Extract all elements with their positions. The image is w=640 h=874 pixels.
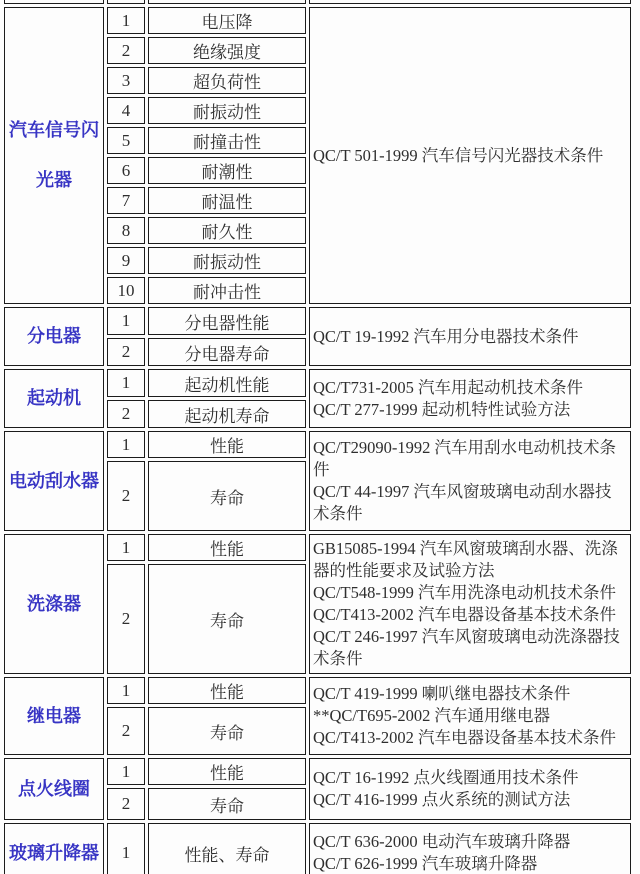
product-cell: 洗涤器 bbox=[4, 534, 104, 674]
row-number-cell: 8 bbox=[107, 217, 145, 244]
product-cell: 继电器 bbox=[4, 677, 104, 755]
standards-table bbox=[1, 0, 634, 874]
test-item-cell: 电压降 bbox=[148, 7, 306, 34]
clipped-cell bbox=[309, 0, 631, 4]
standards-cell bbox=[309, 7, 631, 304]
standard-line: QC/T 277-1999 起动机特性试验方法 bbox=[313, 399, 571, 419]
product-cell: 玻璃升降器 bbox=[4, 823, 104, 874]
row-number-cell: 1 bbox=[107, 534, 145, 561]
row-number-cell: 2 bbox=[107, 400, 145, 428]
standard-line: QC/T 416-1999 点火系统的测试方法 bbox=[313, 790, 571, 809]
product-cell: 起动机 bbox=[4, 369, 104, 428]
standard-line: QC/T 419-1999 喇叭继电器技术条件 bbox=[313, 684, 571, 703]
clipped-top-row bbox=[4, 0, 631, 4]
standard-line: QC/T 636-2000 电动汽车玻璃升降器 bbox=[313, 832, 571, 851]
table-row bbox=[4, 758, 631, 785]
clipped-cell bbox=[148, 0, 306, 4]
row-number-cell: 2 bbox=[107, 707, 145, 755]
standard-line: QC/T 626-1999 汽车玻璃升降器 bbox=[313, 854, 538, 873]
table-row bbox=[4, 307, 631, 335]
test-item-cell: 寿命 bbox=[148, 788, 306, 820]
row-number-cell: 9 bbox=[107, 247, 145, 274]
test-item-cell: 起动机寿命 bbox=[148, 400, 306, 428]
row-number-cell: 6 bbox=[107, 157, 145, 184]
test-item-cell: 绝缘强度 bbox=[148, 37, 306, 64]
test-item-cell: 耐振动性 bbox=[148, 97, 306, 124]
product-cell: 分电器 bbox=[4, 307, 104, 366]
row-number-cell: 2 bbox=[107, 338, 145, 366]
test-item-cell: 寿命 bbox=[148, 461, 306, 531]
product-cell: 汽车信号闪光器 bbox=[4, 7, 104, 304]
row-number-cell: 7 bbox=[107, 187, 145, 214]
row-number-cell: 1 bbox=[107, 7, 145, 34]
standard-line: GB15085-1994 汽车风窗玻璃刮水器、洗涤器的性能要求及试验方法 bbox=[313, 539, 618, 580]
row-number-cell: 2 bbox=[107, 461, 145, 531]
table-row bbox=[4, 431, 631, 458]
standards-cell bbox=[309, 758, 631, 820]
standard-line: QC/T548-1999 汽车用洗涤电动机技术条件 bbox=[313, 583, 616, 602]
standard-line: QC/T 19-1992 汽车用分电器技术条件 bbox=[313, 326, 579, 346]
product-cell: 电动刮水器 bbox=[4, 431, 104, 531]
standards-cell bbox=[309, 369, 631, 428]
standard-line: QC/T413-2002 汽车电器设备基本技术条件 bbox=[313, 605, 616, 624]
standard-line: QC/T413-2002 汽车电器设备基本技术条件 bbox=[313, 728, 616, 747]
test-item-cell: 分电器性能 bbox=[148, 307, 306, 335]
row-number-cell: 4 bbox=[107, 97, 145, 124]
standard-line: QC/T29090-1992 汽车用刮水电动机技术条件 bbox=[313, 438, 616, 479]
test-item-cell: 寿命 bbox=[148, 564, 306, 674]
test-item-cell: 起动机性能 bbox=[148, 369, 306, 397]
test-item-cell: 耐冲击性 bbox=[148, 277, 306, 304]
test-item-cell: 性能 bbox=[148, 677, 306, 704]
test-item-cell: 耐久性 bbox=[148, 217, 306, 244]
test-item-cell: 性能、寿命 bbox=[148, 823, 306, 874]
clipped-cell bbox=[107, 0, 145, 4]
row-number-cell: 2 bbox=[107, 788, 145, 820]
test-item-cell: 性能 bbox=[148, 758, 306, 785]
row-number-cell: 1 bbox=[107, 431, 145, 458]
test-item-cell: 性能 bbox=[148, 431, 306, 458]
test-item-cell: 耐潮性 bbox=[148, 157, 306, 184]
row-number-cell: 1 bbox=[107, 369, 145, 397]
standard-line: QC/T 16-1992 点火线圈通用技术条件 bbox=[313, 768, 579, 787]
clipped-cell bbox=[4, 0, 104, 4]
table-row bbox=[4, 369, 631, 397]
row-number-cell: 1 bbox=[107, 823, 145, 874]
test-item-cell: 耐撞击性 bbox=[148, 127, 306, 154]
test-item-cell: 耐温性 bbox=[148, 187, 306, 214]
table-row bbox=[4, 823, 631, 874]
row-number-cell: 1 bbox=[107, 307, 145, 335]
test-item-cell: 分电器寿命 bbox=[148, 338, 306, 366]
standards-cell bbox=[309, 677, 631, 755]
standard-line: QC/T 501-1999 汽车信号闪光器技术条件 bbox=[313, 145, 604, 165]
row-number-cell: 10 bbox=[107, 277, 145, 304]
row-number-cell: 2 bbox=[107, 564, 145, 674]
test-item-cell: 寿命 bbox=[148, 707, 306, 755]
row-number-cell: 2 bbox=[107, 37, 145, 64]
standards-cell bbox=[309, 823, 631, 874]
test-item-cell: 性能 bbox=[148, 534, 306, 561]
standard-line: QC/T731-2005 汽车用起动机技术条件 bbox=[313, 377, 583, 397]
standard-line: QC/T 44-1997 汽车风窗玻璃电动刮水器技术条件 bbox=[313, 482, 612, 523]
table-row bbox=[4, 534, 631, 561]
standards-cell bbox=[309, 307, 631, 366]
standards-cell bbox=[309, 534, 631, 674]
standard-line: QC/T 246-1997 汽车风窗玻璃电动洗涤器技术条件 bbox=[313, 627, 620, 668]
test-item-cell: 耐振动性 bbox=[148, 247, 306, 274]
row-number-cell: 5 bbox=[107, 127, 145, 154]
test-item-cell: 超负荷性 bbox=[148, 67, 306, 94]
row-number-cell: 1 bbox=[107, 758, 145, 785]
standards-cell bbox=[309, 431, 631, 531]
row-number-cell: 1 bbox=[107, 677, 145, 704]
product-cell: 点火线圈 bbox=[4, 758, 104, 820]
row-number-cell: 3 bbox=[107, 67, 145, 94]
table-row bbox=[4, 7, 631, 34]
standard-line: **QC/T695-2002 汽车通用继电器 bbox=[313, 706, 550, 725]
table-row bbox=[4, 677, 631, 704]
